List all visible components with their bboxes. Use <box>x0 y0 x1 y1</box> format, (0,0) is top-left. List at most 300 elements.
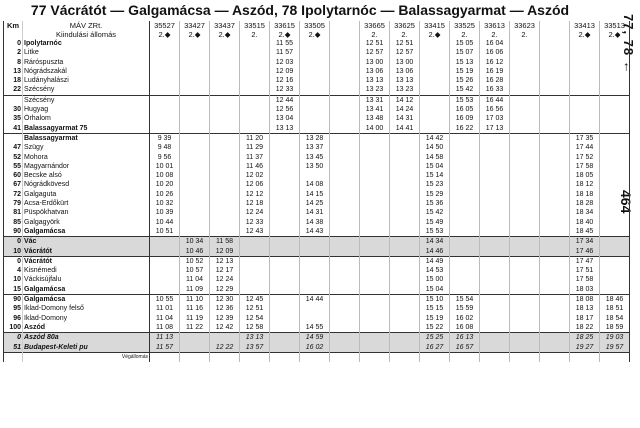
time-cell <box>600 76 630 85</box>
time-cell: 19 57 <box>600 343 630 353</box>
time-cell <box>210 76 240 85</box>
time-cell <box>510 105 540 114</box>
station-name: Püspökhatvan <box>23 208 150 217</box>
km-value: 4 <box>4 266 23 275</box>
page-number: 464 <box>618 190 634 214</box>
km-value: 100 <box>4 323 23 333</box>
time-cell <box>450 199 480 208</box>
time-cell <box>510 314 540 323</box>
time-cell <box>480 266 510 275</box>
time-cell <box>300 58 330 67</box>
train-class: 2.◆ <box>570 30 600 39</box>
time-cell: 18 34 <box>570 208 600 217</box>
time-cell <box>570 85 600 95</box>
time-cell <box>180 218 210 227</box>
time-cell: 11 57 <box>270 48 300 57</box>
time-cell: 11 04 <box>150 314 180 323</box>
time-cell: 12 13 <box>210 256 240 266</box>
time-cell: 15 05 <box>450 39 480 48</box>
time-cell <box>510 275 540 284</box>
time-cell <box>270 266 300 275</box>
time-cell: 14 00 <box>360 124 390 134</box>
time-cell: 10 08 <box>150 171 180 180</box>
time-cell: 15 36 <box>420 199 450 208</box>
km-value: 96 <box>4 314 23 323</box>
time-cell: 11 01 <box>150 304 180 313</box>
time-cell: 10 55 <box>150 295 180 305</box>
train-class: 2. <box>390 30 420 39</box>
time-cell <box>180 124 210 134</box>
time-cell: 15 19 <box>420 314 450 323</box>
time-cell <box>510 237 540 247</box>
time-cell <box>180 48 210 57</box>
station-row <box>4 85 630 95</box>
time-cell: 12 56 <box>270 105 300 114</box>
station-row <box>4 58 630 67</box>
time-cell <box>240 247 270 257</box>
train-class: 2.◆ <box>600 30 630 39</box>
time-cell <box>570 95 600 105</box>
time-cell: 14 53 <box>420 266 450 275</box>
time-cell: 12 42 <box>210 323 240 333</box>
time-cell <box>480 227 510 237</box>
time-cell: 14 58 <box>420 153 450 162</box>
time-cell <box>330 95 360 105</box>
time-cell: 14 44 <box>300 295 330 305</box>
km-header: Km <box>4 21 23 30</box>
time-cell <box>330 266 360 275</box>
time-cell: 11 37 <box>240 153 270 162</box>
train-number: 33505 <box>300 21 330 30</box>
station-row <box>4 133 630 143</box>
time-cell <box>600 143 630 152</box>
time-cell <box>480 171 510 180</box>
time-cell <box>570 124 600 134</box>
train-class <box>540 30 570 39</box>
time-cell <box>360 256 390 266</box>
km-value: 0 <box>4 39 23 48</box>
time-cell <box>270 285 300 295</box>
time-cell <box>570 58 600 67</box>
time-cell: 14 43 <box>300 227 330 237</box>
time-cell <box>210 153 240 162</box>
time-cell: 14 38 <box>300 218 330 227</box>
time-cell <box>540 199 570 208</box>
time-cell: 14 12 <box>390 95 420 105</box>
km-value: 2 <box>4 48 23 57</box>
time-cell <box>150 58 180 67</box>
time-cell <box>270 199 300 208</box>
time-cell <box>480 180 510 189</box>
time-cell: 13 41 <box>360 105 390 114</box>
time-cell: 11 46 <box>240 162 270 171</box>
time-cell: 18 18 <box>570 190 600 199</box>
time-cell <box>480 133 510 143</box>
time-cell <box>150 285 180 295</box>
time-cell: 15 59 <box>450 304 480 313</box>
time-cell: 18 12 <box>570 180 600 189</box>
train-number: 33615 <box>270 21 300 30</box>
time-cell <box>240 39 270 48</box>
km-value: 51 <box>4 343 23 353</box>
time-cell <box>510 266 540 275</box>
time-cell: 13 13 <box>270 124 300 134</box>
time-cell: 13 23 <box>360 85 390 95</box>
time-cell <box>600 285 630 295</box>
station-row <box>4 323 630 333</box>
time-cell <box>480 143 510 152</box>
time-cell <box>210 95 240 105</box>
time-cell <box>180 162 210 171</box>
time-cell: 12 44 <box>270 95 300 105</box>
station-row <box>4 343 630 353</box>
station-name: Litke <box>23 48 150 57</box>
station-name: Acsa-Erdőkürt <box>23 199 150 208</box>
time-cell: 16 27 <box>420 343 450 353</box>
station-row <box>4 171 630 180</box>
time-cell <box>210 114 240 123</box>
time-cell: 16 22 <box>450 124 480 134</box>
time-cell: 17 58 <box>570 275 600 284</box>
time-cell <box>600 85 630 95</box>
time-cell <box>240 256 270 266</box>
time-cell <box>480 343 510 353</box>
time-cell <box>240 105 270 114</box>
train-number: 33515 <box>240 21 270 30</box>
time-cell <box>480 199 510 208</box>
time-cell: 10 44 <box>150 218 180 227</box>
time-cell: 12 17 <box>210 266 240 275</box>
time-cell <box>390 162 420 171</box>
time-cell <box>570 48 600 57</box>
time-cell <box>510 323 540 333</box>
time-cell <box>150 247 180 257</box>
station-name: Szécsény <box>23 85 150 95</box>
time-cell: 12 51 <box>390 39 420 48</box>
train-class: 2.◆ <box>210 30 240 39</box>
time-cell <box>540 58 570 67</box>
time-cell <box>180 105 210 114</box>
time-cell <box>240 237 270 247</box>
time-cell: 14 41 <box>390 124 420 134</box>
time-cell <box>300 67 330 76</box>
time-cell <box>270 295 300 305</box>
time-cell <box>330 314 360 323</box>
time-cell <box>360 162 390 171</box>
time-cell <box>300 256 330 266</box>
time-cell: 18 17 <box>570 314 600 323</box>
train-number: 33665 <box>360 21 390 30</box>
station-name: Kisnémedi <box>23 266 150 275</box>
time-cell <box>180 227 210 237</box>
time-cell: 15 04 <box>420 285 450 295</box>
time-cell: 15 07 <box>450 48 480 57</box>
time-cell: 12 45 <box>240 295 270 305</box>
time-cell: 16 57 <box>450 343 480 353</box>
station-name: Nógrádszakál <box>23 67 150 76</box>
time-cell <box>390 295 420 305</box>
time-cell: 18 05 <box>570 171 600 180</box>
time-cell: 15 19 <box>450 67 480 76</box>
time-cell <box>300 304 330 313</box>
time-cell <box>540 95 570 105</box>
station-name: Mohora <box>23 153 150 162</box>
time-cell <box>420 85 450 95</box>
time-cell <box>390 208 420 217</box>
station-name: Aszód <box>23 323 150 333</box>
station-row <box>4 208 630 217</box>
time-cell <box>540 314 570 323</box>
station-row <box>4 227 630 237</box>
station-row <box>4 143 630 152</box>
station-row <box>4 190 630 199</box>
time-cell <box>390 256 420 266</box>
time-cell <box>330 133 360 143</box>
time-cell <box>300 247 330 257</box>
time-cell <box>330 153 360 162</box>
time-cell <box>540 304 570 313</box>
time-cell: 18 13 <box>570 304 600 313</box>
time-cell <box>210 180 240 189</box>
time-cell <box>390 343 420 353</box>
time-cell <box>270 247 300 257</box>
train-number: 35527 <box>150 21 180 30</box>
time-cell <box>540 171 570 180</box>
time-cell <box>150 85 180 95</box>
time-cell <box>180 199 210 208</box>
time-cell <box>480 256 510 266</box>
time-cell <box>210 67 240 76</box>
time-cell: 13 28 <box>300 133 330 143</box>
time-cell: 12 43 <box>240 227 270 237</box>
time-cell: 9 39 <box>150 133 180 143</box>
station-name: Balassagyarmat 75 <box>23 124 150 134</box>
time-cell <box>360 343 390 353</box>
time-cell: 13 13 <box>360 76 390 85</box>
time-cell <box>450 162 480 171</box>
time-cell <box>540 162 570 171</box>
km-value: 30 <box>4 105 23 114</box>
time-cell: 11 13 <box>150 333 180 343</box>
time-cell <box>390 314 420 323</box>
time-cell <box>270 190 300 199</box>
time-cell <box>540 39 570 48</box>
time-cell: 17 34 <box>570 237 600 247</box>
station-row <box>4 180 630 189</box>
train-class: 2.◆ <box>180 30 210 39</box>
time-cell: 12 29 <box>210 285 240 295</box>
station-name: Szécsény <box>23 95 150 105</box>
time-cell <box>360 180 390 189</box>
time-cell: 10 51 <box>150 227 180 237</box>
time-cell: 11 04 <box>180 275 210 284</box>
time-cell: 19 27 <box>570 343 600 353</box>
time-cell <box>360 247 390 257</box>
time-cell: 10 52 <box>180 256 210 266</box>
time-cell: 9 48 <box>150 143 180 152</box>
time-cell <box>330 247 360 257</box>
time-cell <box>270 314 300 323</box>
time-cell: 13 37 <box>300 143 330 152</box>
time-cell <box>210 105 240 114</box>
time-cell <box>270 227 300 237</box>
class-row <box>4 30 630 39</box>
station-name: Galgagyörk <box>23 218 150 227</box>
time-cell <box>450 256 480 266</box>
time-cell: 16 33 <box>480 85 510 95</box>
time-cell <box>150 39 180 48</box>
station-row <box>4 39 630 48</box>
time-cell: 11 09 <box>180 285 210 295</box>
time-cell <box>600 227 630 237</box>
time-cell: 12 12 <box>240 190 270 199</box>
time-cell: 12 39 <box>210 314 240 323</box>
time-cell <box>420 105 450 114</box>
time-cell <box>480 190 510 199</box>
time-cell <box>300 285 330 295</box>
time-cell <box>180 95 210 105</box>
time-cell: 13 06 <box>390 67 420 76</box>
time-cell <box>450 133 480 143</box>
time-cell <box>180 171 210 180</box>
time-cell <box>390 153 420 162</box>
time-cell <box>240 95 270 105</box>
time-cell <box>150 124 180 134</box>
time-cell <box>480 162 510 171</box>
time-cell: 18 25 <box>570 333 600 343</box>
km-value: 35 <box>4 114 23 123</box>
time-cell: 18 45 <box>570 227 600 237</box>
time-cell: 15 42 <box>420 208 450 217</box>
station-row <box>4 76 630 85</box>
time-cell <box>360 275 390 284</box>
time-cell: 18 59 <box>600 323 630 333</box>
station-row <box>4 218 630 227</box>
time-cell <box>330 343 360 353</box>
time-cell: 17 58 <box>570 162 600 171</box>
km-value: 81 <box>4 208 23 217</box>
km-value: 41 <box>4 124 23 134</box>
km-value <box>4 133 23 143</box>
time-cell: 12 24 <box>210 275 240 284</box>
time-cell <box>360 304 390 313</box>
station-name: Aszód 80a <box>23 333 150 343</box>
time-cell: 17 44 <box>570 143 600 152</box>
time-cell <box>450 180 480 189</box>
time-cell: 18 28 <box>570 199 600 208</box>
time-cell <box>480 237 510 247</box>
time-cell: 11 08 <box>150 323 180 333</box>
km-value: 15 <box>4 285 23 295</box>
time-cell <box>210 208 240 217</box>
time-cell <box>570 114 600 123</box>
time-cell <box>180 58 210 67</box>
train-number: 33613 <box>480 21 510 30</box>
time-cell <box>300 124 330 134</box>
time-cell <box>300 114 330 123</box>
time-cell <box>210 58 240 67</box>
time-cell <box>540 105 570 114</box>
train-class: 2.◆ <box>150 30 180 39</box>
time-cell: 15 22 <box>420 323 450 333</box>
time-cell <box>270 304 300 313</box>
time-cell <box>510 124 540 134</box>
time-cell <box>480 285 510 295</box>
time-cell <box>270 133 300 143</box>
time-cell <box>510 343 540 353</box>
time-cell <box>600 199 630 208</box>
time-cell <box>600 247 630 257</box>
time-cell <box>540 275 570 284</box>
time-cell <box>180 143 210 152</box>
time-cell <box>330 114 360 123</box>
time-cell <box>510 39 540 48</box>
time-cell <box>210 227 240 237</box>
time-cell <box>330 237 360 247</box>
time-cell: 18 40 <box>570 218 600 227</box>
time-cell: 10 32 <box>150 199 180 208</box>
time-cell <box>390 237 420 247</box>
time-cell: 14 49 <box>420 256 450 266</box>
train-class: 2.◆ <box>270 30 300 39</box>
time-cell <box>480 153 510 162</box>
time-cell: 12 03 <box>270 58 300 67</box>
time-cell <box>360 295 390 305</box>
time-cell <box>570 105 600 114</box>
time-cell <box>180 333 210 343</box>
time-cell <box>510 295 540 305</box>
train-number: 33413 <box>570 21 600 30</box>
time-cell <box>330 304 360 313</box>
time-cell: 10 01 <box>150 162 180 171</box>
station-row <box>4 266 630 275</box>
time-cell <box>420 58 450 67</box>
time-cell <box>150 67 180 76</box>
time-cell <box>600 133 630 143</box>
time-cell: 14 24 <box>390 105 420 114</box>
station-row <box>4 247 630 257</box>
km-value: 13 <box>4 67 23 76</box>
time-cell: 11 10 <box>180 295 210 305</box>
time-cell <box>270 153 300 162</box>
station-row <box>4 124 630 134</box>
time-cell <box>300 76 330 85</box>
km-value: 55 <box>4 162 23 171</box>
time-cell <box>240 76 270 85</box>
time-cell: 12 30 <box>210 295 240 305</box>
station-name: Hugyag <box>23 105 150 114</box>
train-number <box>540 21 570 30</box>
train-number: 33513 <box>600 21 630 30</box>
time-cell <box>540 256 570 266</box>
time-cell <box>360 190 390 199</box>
time-cell: 12 33 <box>240 218 270 227</box>
time-cell <box>180 67 210 76</box>
time-cell: 15 53 <box>450 95 480 105</box>
time-cell <box>150 48 180 57</box>
time-cell <box>540 295 570 305</box>
station-row <box>4 48 630 57</box>
time-cell: 11 22 <box>180 323 210 333</box>
time-cell <box>450 143 480 152</box>
time-cell <box>330 218 360 227</box>
time-cell <box>270 256 300 266</box>
km-value: 85 <box>4 218 23 227</box>
time-cell: 16 04 <box>480 39 510 48</box>
km-value: 90 <box>4 295 23 305</box>
time-cell <box>270 343 300 353</box>
time-cell: 13 13 <box>240 333 270 343</box>
